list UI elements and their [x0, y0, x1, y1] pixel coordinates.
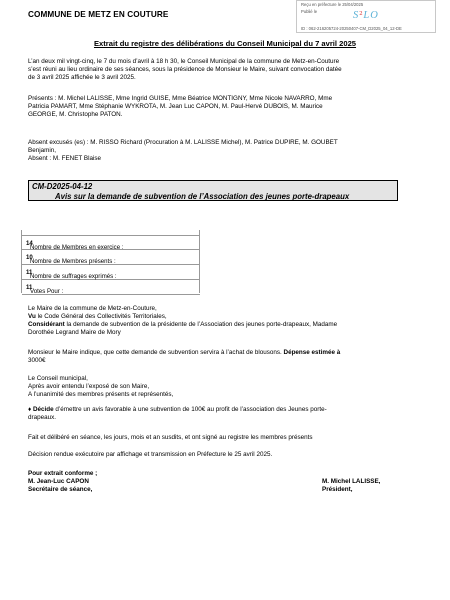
intro-line: L’an deux mil vingt-cinq, le 7 du mois d’avril à 18 h 30, le Conseil Municipal de la commune de Metz-en-Couture [28, 58, 340, 65]
deliberation-header [28, 180, 398, 201]
absent-excused-line: Benjamin, [28, 146, 57, 154]
intro-line: de 3 avril 2025 affichée le 3 avril 2025. [28, 73, 136, 81]
executory-line: Décision rendue exécutoire par affichage et transmission en Préfecture le 25 avril 2025. [28, 451, 273, 458]
vote-row: Votes Pour : 11 [22, 280, 200, 295]
body-intro [28, 305, 420, 336]
stamp-received: Reçu en préfecture le 25/04/2025 [301, 2, 364, 7]
present-line: GEORGE, M. Christophe PATON. [28, 110, 123, 118]
signature-left: Pour extrait conforme ; M. Jean-Luc CAPON Secrétaire de séance, [28, 470, 98, 493]
considerant-line-2: Dorothée Legrand Maire de Mory [28, 328, 121, 336]
council-block: Le Conseil municipal, Après avoir entendu l’exposé de son Maire, A l’unanimité des membres présents et représentés, [28, 375, 174, 398]
vote-row: Nombre de Membres en exercice : 14 [22, 235, 200, 250]
intro-line: s’est réuni au lieu ordinaire de ses séances, sous la présidence de Monsieur le Maire, suivant convocation datée [28, 65, 342, 73]
deliberation-code: CM-D2025-04-12 [32, 182, 93, 191]
signature-right: M. Michel LALISSE, Président, [322, 478, 381, 493]
stamp-published: Publié le [301, 9, 318, 14]
mayor-indication: Monsieur le Maire indique, que cette demande de subvention servira à l’achat de blousons. Dépense estimée à 3000€ [28, 349, 341, 364]
prefecture-stamp [296, 0, 436, 33]
vote-row: Nombre de suffrages exprimés : 11 [22, 265, 200, 280]
present-line: Patricia PAMART, Mme Stéphanie WYKROTA, M. Jean Luc CAPON, M. Paul-Hervé DUBOIS, M. Maurice [28, 102, 323, 110]
absent-excused-paragraph [28, 139, 420, 163]
decision-block: ♦ Décide d’émettre un avis favorable à une subvention de 100€ au profit de l’association des Jeunes porte- drapeaux. [28, 406, 327, 421]
vote-row: Nombre de Membres présents : 10 [22, 250, 200, 265]
stamp-id: ID : 062-216205724-20250407-CM_D2025_04_12-DE [301, 26, 402, 31]
absent-line: Absent : M. FENET Blaise [28, 154, 102, 162]
mayor-line: Le Maire de la commune de Metz-en-Couture, [28, 305, 157, 312]
intro-paragraph [28, 58, 420, 82]
present-paragraph [28, 95, 420, 119]
done-line: Fait et délibéré en séance, les jours, mois et an susdits, et ont signé au registre les membres présents [28, 434, 313, 441]
deliberation-subject: Avis sur la demande de subvention de l’Association des jeunes porte-drapeaux [55, 192, 350, 201]
considerant-line: Considérant la demande de subvention de la présidente de l’Association des jeunes porte-drapeaux, Madame [28, 320, 338, 328]
vu-line: Vu le Code Général des Collectivités Territoriales, [28, 312, 167, 320]
document-title: Extrait du registre des délibérations du Conseil Municipal du 7 avril 2025 [93, 39, 357, 48]
absent-excused-line: Absent excusés (es) : M. RISSO Richard (Procuration à M. LALISSE Michel), M. Patrice DUPIRE, M. GOUBET [28, 139, 338, 146]
commune-name: COMMUNE DE METZ EN COUTURE [28, 10, 169, 19]
present-line: Présents : M. Michel LALISSE, Mme Ingrid GUISE, Mme Béatrice MONTIGNY, Mme Nicole NAVARRO, Mme [28, 95, 333, 102]
slo-logo: S²LO [353, 10, 379, 21]
